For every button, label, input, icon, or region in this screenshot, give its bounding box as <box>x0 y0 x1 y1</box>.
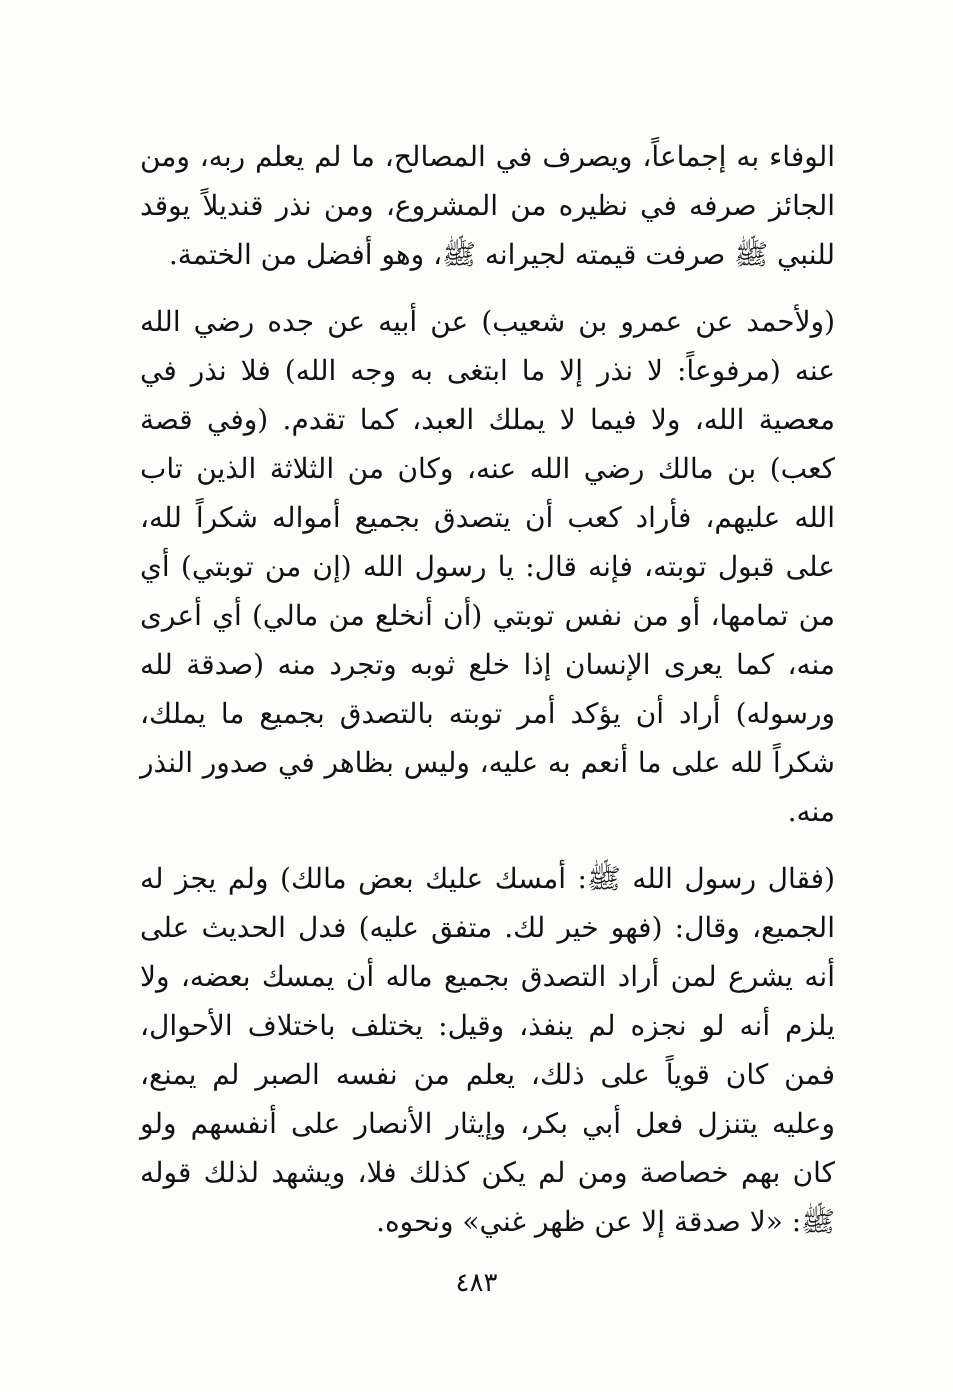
paragraph-1: الوفاء به إجماعاً، ويصرف في المصالح، ما لم يعلم ربه، ومن الجائز صرفه في نظيره من المشروع، ومن نذر قنديلاً يوقد للنبي ﷺ صرفت قيمته لجيرانه ﷺ، وهو أفضل من الختمة. <box>140 140 835 271</box>
page-number: ٤٨٣ <box>455 1268 498 1298</box>
paragraph-2: (ولأحمد عن عمرو بن شعيب) عن أبيه عن جده رضي الله عنه (مرفوعاً: لا نذر إلا ما ابتغى به وجه الله) فلا نذر في معصية الله، ولا فيما لا يملك العبد، كما تقدم. (وفي قصة كعب) بن مالك رضي الله عنه، وكان من الثلاثة الذين تاب الله عليهم، فأراد كعب أن يتصدق بجميع أمواله شكراً لله، على قبول توبته، فإنه قال: يا رسول الله (إن من توبتي) أي من تمامها، أو من نفس توبتي (أن أنخلع من مالي) أي أعرى منه، كما يعرى الإنسان إذا خلع ثوبه وتجرد منه (صدقة لله ورسوله) أراد أن يؤكد أمر توبته بالتصدق بجميع ما يملك، شكراً لله على ما أنعم به عليه، وليس بظاهر في صدور النذر منه. <box>140 305 835 828</box>
paragraph-3: (فقال رسول الله ﷺ: أمسك عليك بعض مالك) ولم يجز له الجميع، وقال: (فهو خير لك. متفق عليه) فدل الحديث على أنه يشرع لمن أراد التصدق بجميع ماله أن يمسك بعضه، ولا يلزم أنه لو نجزه لم ينفذ، وقيل: يختلف باختلاف الأحوال، فمن كان قوياً على ذلك، يعلم من نفسه الصبر لم يمنع، وعليه يتنزل فعل أبي بكر، وإيثار الأنصار على أنفسهم ولو كان بهم خصاصة ومن لم يكن كذلك فلا، ويشهد لذلك قوله ﷺ: «لا صدقة إلا عن ظهر غني» ونحوه. <box>140 862 835 1238</box>
body-text <box>140 132 835 1246</box>
